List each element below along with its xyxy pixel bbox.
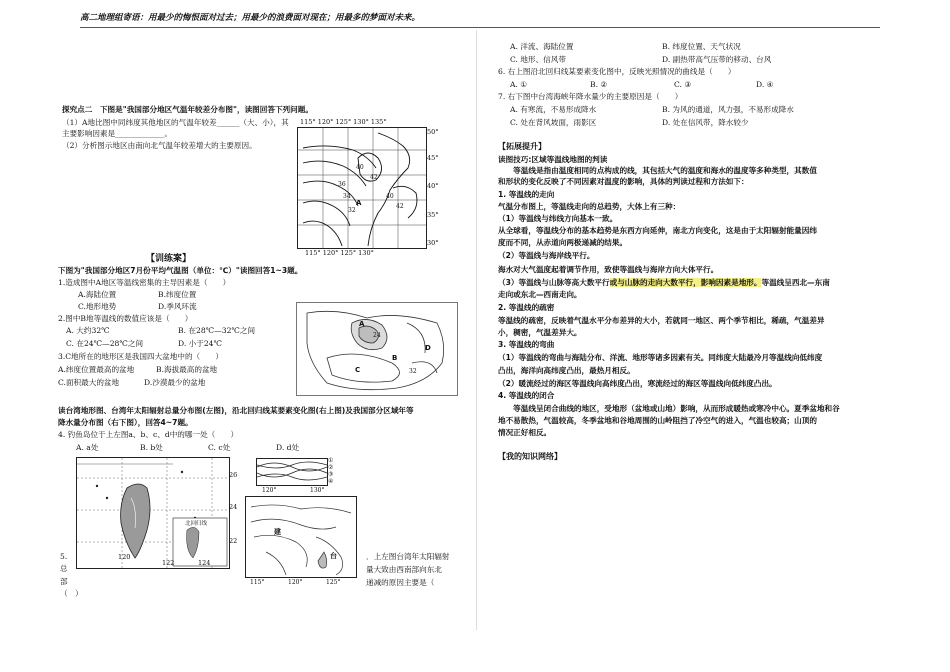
curve-mark-4: ④ <box>328 478 334 485</box>
precipitation-map <box>245 496 357 578</box>
q5-right-2: 量大致由西南部向东北 <box>366 565 442 574</box>
q5-option-d: D. 副热带高气压带的移动、台风 <box>662 55 772 64</box>
precip-lon-125: 125° <box>326 579 341 586</box>
map1-label-40b: 40 <box>386 193 394 200</box>
ext-line-9: 海水对大气温度起着调节作用，致使等温线与海岸方向大体平行。 <box>498 265 719 274</box>
q5-option-c: C. 地形、信风带 <box>510 55 566 64</box>
map2-label-b: B <box>392 354 398 362</box>
explore-title: 探究点二 下图是"我国部分地区气温年较差分布图"，读图回答下列问题。 <box>62 105 313 114</box>
map1-lat-45: 45° <box>427 154 439 162</box>
q5-frag-4: （ ） <box>60 589 83 598</box>
q2-option-a: A. 大约32℃ <box>66 326 110 335</box>
question-3: 3.C地所在的地形区是我国四大盆地中的（ ） <box>58 352 223 361</box>
tropic-curve-chart <box>256 458 328 486</box>
question-6: 6. 右上图沿北回归线某要素变化图中，反映光照情况的曲线是（ ） <box>498 67 736 76</box>
q5-frag-2: 总 <box>60 564 68 573</box>
q7-option-d: D. 处在信风带，降水较少 <box>662 118 749 127</box>
curve-axis-130: 130° <box>310 487 325 494</box>
q5-option-a: A. 洋流、海陆位置 <box>510 42 574 51</box>
question-4: 4. 钓鱼岛位于上左图a、b、c、d中的哪一处（ ） <box>58 430 239 439</box>
map1-label-36: 36 <box>338 181 346 188</box>
ext-line-7: 度而不同，从赤道向两极递减的结果。 <box>498 238 628 247</box>
q1-option-d: D.季风环流 <box>158 302 197 311</box>
tw-map-lat-24: 24 <box>229 503 238 511</box>
tw-map-lon-120: 120 <box>118 553 131 561</box>
q1-line-a: （1）A地比图中同纬度其他地区的气温年较差______（大、小），其 <box>62 118 289 127</box>
map1-lat-40: 40° <box>427 182 439 190</box>
tw-map-lat-22: 22 <box>229 537 238 545</box>
map1-lat-35: 35° <box>427 211 439 219</box>
q1-option-b: B.纬度位置 <box>158 290 197 299</box>
map1-label-42b: 42 <box>396 203 404 210</box>
header-rule <box>80 27 880 28</box>
ext-line-20: 等温线呈闭合曲线的地区，受地形（盆地或山地）影响，从而形成暖热或寒冷中心。夏季盆地和谷 <box>498 404 840 413</box>
q1-option-c: C.地形地势 <box>78 302 117 311</box>
ext-line-12: 2. 等温线的疏密 <box>498 303 555 312</box>
curve-mark-1: ① <box>328 457 334 464</box>
curve-mark-3: ③ <box>328 471 334 478</box>
ext-line-4: 气温分布图上，等温线走向的总趋势，大体上有三种： <box>498 202 681 211</box>
q7-option-c: C. 处在背风坡面，雨影区 <box>510 118 597 127</box>
training-intro-1: 下图为"我国部分地区7月份平均气温图（单位：℃）"读图回答1~3题。 <box>58 266 303 275</box>
map2-label-32: 32 <box>409 368 417 375</box>
map1-label-40a: 40 <box>356 164 364 171</box>
ext-line-22: 情况正好相反。 <box>498 428 552 437</box>
map1-lat-30: 30° <box>427 239 439 247</box>
training-intro-2b: 降水量分布图（右下图），回答4~7题。 <box>58 418 193 427</box>
extension-title: 【拓展提升】 <box>498 142 546 151</box>
ext-line-11: 走向或东北—西南走向。 <box>498 290 582 299</box>
q7-option-b: B. 为风的通道，风力强，不易形成降水 <box>662 105 794 114</box>
tw-map-lon-122: 122 <box>162 559 175 567</box>
q6-option-b: B. ② <box>590 80 608 89</box>
q3-option-c: C.面积最大的盆地 <box>58 378 120 387</box>
ext-line-21: 地不易散热，气温较高，冬季盆地和谷地周围的山岭阻挡了冷空气的进入，气温也较高；山顶的 <box>498 416 817 425</box>
q6-option-a: A. ① <box>510 80 528 89</box>
tw-map-lon-124: 124 <box>198 559 211 567</box>
curve-mark-2: ② <box>328 464 334 471</box>
q4-option-a: A. a处 <box>76 443 99 452</box>
taiwan-radiation-map <box>76 457 230 569</box>
ext-line-10-b: 等温线呈西北—东南 <box>761 278 830 287</box>
ext-line-17: 凸出，海洋向高纬度凸出，最热月相反。 <box>498 366 635 375</box>
map1-top-lons: 115° 120° 125° 130° 135° <box>300 118 387 126</box>
column-divider <box>476 30 477 630</box>
header-motto: 高二地理组寄语：用最少的悔恨面对过去；用最少的浪费面对现在；用最多的梦面对未来。 <box>80 13 421 23</box>
map2-label-d: D <box>425 344 431 352</box>
ext-line-10-highlight: 或与山脉的走向大数平行，影响因素是地形。 <box>609 278 762 287</box>
ext-line-6: 从全球看，等温线分布的基本趋势是东西方向延伸，南北方向变化，这是由于太阳辐射能量因纬 <box>498 226 817 235</box>
question-7: 7. 右下图中台湾海峡年降水量少的主要原因是（ ） <box>498 92 683 101</box>
q3-option-d: D.沙漠最少的盆地 <box>144 378 206 387</box>
ext-line-10-a: （3）等温线与山脉等高大数平行 <box>498 278 610 287</box>
question-1: 1.造成图中A地区等温线密集的主导因素是（ ） <box>58 278 231 287</box>
ext-line-13: 等温线的疏密，反映着气温水平分布差异的大小，若就同一地区、两个季节相比，稀疏，气温差异 <box>498 316 825 325</box>
map1-label-32: 32 <box>348 207 356 214</box>
q4-option-d: D. d处 <box>276 443 300 452</box>
q2-option-d: D. 小于24℃ <box>178 339 222 348</box>
q5-right-1: ．上左图台湾年太阳辐射 <box>366 552 450 561</box>
ext-line-5: （1）等温线与纬线方向基本一致。 <box>498 214 618 223</box>
training-intro-2a: 读台湾地形图、台湾年太阳辐射总量分布图(左图)，沿北回归线某要素变化图(右上图)及我国部分区域年等 <box>58 406 414 415</box>
ext-line-18: （2）暖流经过的海区等温线向高纬度凸出，寒流经过的海区等温线向低纬度凸出。 <box>498 379 777 388</box>
map1-label-42a: 42 <box>370 174 378 181</box>
curve-axis-120: 120° <box>262 487 277 494</box>
q7-option-a: A. 有寒流，不易形成降水 <box>510 105 597 114</box>
q3-option-a: A.纬度位置最高的盆地 <box>58 365 135 374</box>
q1-line-b: 主要影响因素是_____________。 <box>62 129 173 138</box>
map2-label-24: 24 <box>373 332 381 339</box>
precip-label-tai: 台 <box>330 552 337 560</box>
ext-line-3: 1. 等温线的走向 <box>498 190 555 199</box>
q2-text: （2）分析图示地区由南向北气温年较差增大的主要原因。 <box>62 141 257 150</box>
ext-line-1: 等温线是指由温度相同的点构成的线，其包括大气的温度和海水的温度等多种类型，其数值 <box>498 166 817 175</box>
question-2: 2.图中B地等温线的数值应该是（ ） <box>58 314 193 323</box>
q2-option-c: C. 在24℃—28℃之间 <box>66 339 144 348</box>
ext-line-14: 小，稠密，气温差异大。 <box>498 328 582 337</box>
map2-label-a: A <box>359 320 365 328</box>
training-title: 【训练案】 <box>146 254 192 264</box>
q6-option-d: D. ④ <box>756 80 774 89</box>
ext-line-19: 4. 等温线的闭合 <box>498 391 555 400</box>
ext-line-10 <box>498 278 830 288</box>
map1-label-a: A <box>356 199 362 207</box>
q4-option-b: B. b处 <box>140 443 163 452</box>
tw-map-inset-label: 北回归线 <box>185 521 208 527</box>
map1-bottom-lons: 115° 120° 125° 130° <box>305 249 374 257</box>
q1-option-a: A.海陆位置 <box>78 290 117 299</box>
ext-line-8: （2）等温线与海岸线平行。 <box>498 251 595 260</box>
q5-frag-3: 部 <box>60 577 68 586</box>
july-temperature-map <box>296 302 458 396</box>
q6-option-c: C. ③ <box>674 80 692 89</box>
ext-line-15: 3. 等温线的弯曲 <box>498 340 555 349</box>
tw-map-lat-26: 26 <box>229 471 238 479</box>
map1-lat-50: 50° <box>427 128 439 136</box>
precip-label-jian: 建 <box>274 528 281 536</box>
temperature-range-map <box>297 127 427 249</box>
knowledge-network-title: 【我的知识网络】 <box>498 452 562 461</box>
map2-label-c: C <box>355 366 361 374</box>
q4-option-c: C. c处 <box>208 443 231 452</box>
map1-label-34: 34 <box>343 193 351 200</box>
precip-lon-120: 120° <box>288 579 303 586</box>
q2-option-b: B. 在28℃—32℃之间 <box>178 326 256 335</box>
q5-right-3: 递减的原因主要是（ <box>366 578 435 587</box>
q5-frag-1: 5. <box>60 552 68 561</box>
ext-line-0: 读图技巧:区域等温线地图的判读 <box>498 155 608 164</box>
precip-lon-115: 115° <box>250 579 265 586</box>
ext-line-16: （1）等温线的弯曲与海陆分布、洋流、地形等诸多因素有关。同纬度大陆最冷月等温线向低纬度 <box>498 353 823 362</box>
q3-option-b: B.海拔最高的盆地 <box>156 365 218 374</box>
ext-line-2: 和形状的变化反映了不同因素对温度的影响，具体的判读过程和方法如下： <box>498 177 749 186</box>
q5-option-b: B. 纬度位置、天气状况 <box>662 42 741 51</box>
